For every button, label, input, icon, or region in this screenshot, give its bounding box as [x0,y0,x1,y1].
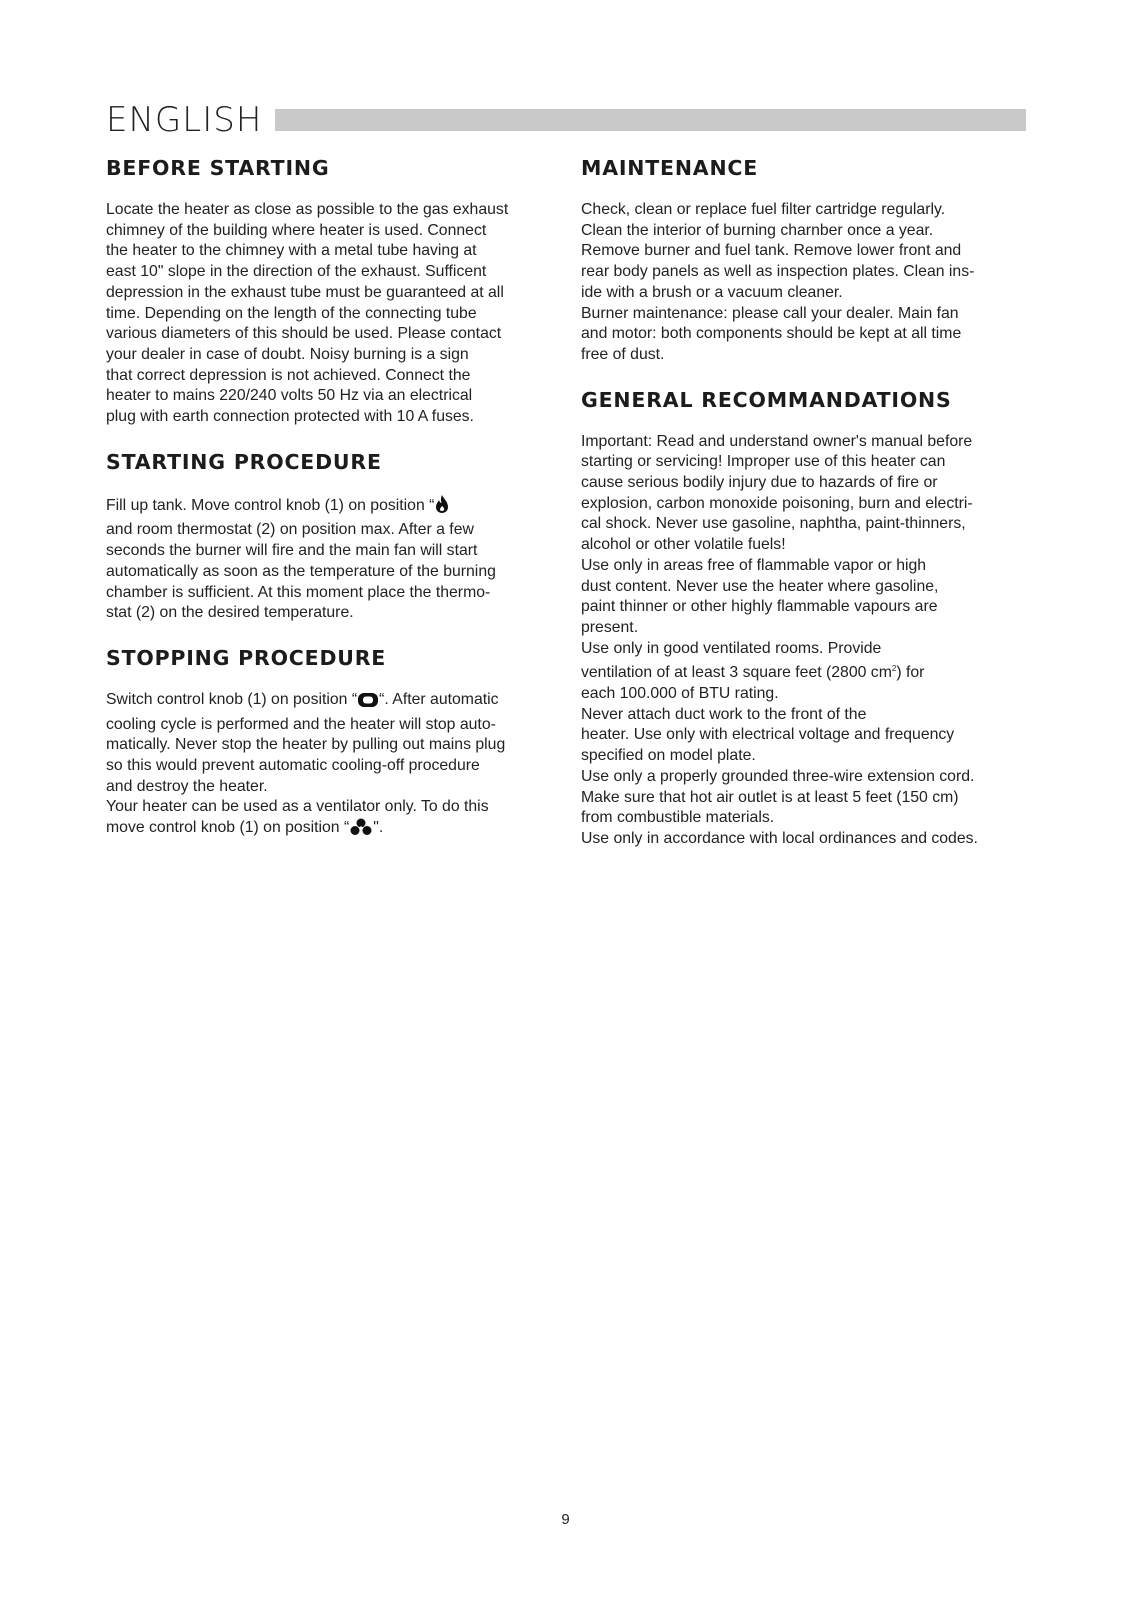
text-line: automatically as soon as the temperature of the burning [106,562,496,580]
fan-icon [349,818,373,843]
superscript: 2 [891,664,897,674]
text-line: your dealer in case of doubt. Noisy burning is a sign [106,345,469,363]
text-line: Never attach duct work to the front of the [581,705,867,723]
text-line: and motor: both components should be kept at all time [581,325,962,343]
text-fragment: ) for [896,664,925,682]
text-line: Important: Read and understand owner's manual before [581,432,973,450]
text-line: stat (2) on the desired temperature. [106,604,354,622]
text-line: time. Depending on the length of the connecting tube [106,304,477,322]
text-line: and destroy the heater. [106,777,268,795]
section-body [106,494,561,624]
text-line: so this would prevent automatic cooling-off procedure [106,757,480,775]
section-title: STARTING PROCEDURE [106,449,382,474]
text-line: cooling cycle is performed and the heater will stop auto- [106,715,496,733]
text-line: and room thermostat (2) on position max. After a few [106,521,474,539]
text-fragment: ". [373,819,384,837]
text-line: chimney of the building where heater is used. Connect [106,221,487,239]
header-bar [275,109,1026,131]
text-line: alcohol or other volatile fuels! [581,536,786,554]
section-body [106,200,561,428]
page-number: 9 [561,1511,570,1528]
text-fragment: Fill up tank. Move control knob (1) on position “ [106,496,435,514]
off-position-icon [357,692,379,715]
text-line: cal shock. Never use gasoline, naphtha, paint-thinners, [581,515,966,533]
text-fragment: Switch control knob (1) on position “ [106,690,358,708]
text-line: Use only in accordance with local ordinances and codes. [581,829,978,847]
text-line [581,659,1031,684]
text-line: Make sure that hot air outlet is at least 5 feet (150 cm) [581,788,959,806]
text-line: Burner maintenance: please call your dealer. Main fan [581,304,959,322]
text-line: Check, clean or replace fuel filter cartridge regularly. [581,201,946,218]
section-maintenance [581,150,1031,366]
text-line: from combustible materials. [581,809,775,827]
text-line: various diameters of this should be used. Please contact [106,325,502,343]
section-before-starting [106,150,561,428]
text-line: Locate the heater as close as possible to the gas exhaust [106,201,509,218]
right-column [581,150,1031,866]
language-title: ENGLISH [106,100,263,140]
section-body [106,690,561,843]
text-fragment: “. After automatic [379,690,499,708]
text-line [106,494,561,521]
section-title: GENERAL RECOMMANDATIONS [581,387,952,412]
section-body [581,432,1031,850]
text-fragment: move control knob (1) on position “ [106,819,350,837]
text-fragment: ventilation of at least 3 square feet (2800 cm [581,664,892,682]
text-line: ide with a brush or a vacuum cleaner. [581,283,843,301]
text-line: rear body panels as well as inspection plates. Clean ins- [581,263,975,281]
text-line: plug with earth connection protected with 10 A fuses. [106,408,474,426]
text-line: east 10" slope in the direction of the exhaust. Sufficent [106,263,487,281]
text-line: paint thinner or other highly flammable vapours are [581,598,938,616]
text-line: Clean the interior of burning charnber once a year. [581,221,934,239]
text-line: heater to mains 220/240 volts 50 Hz via an electrical [106,387,473,405]
section-stopping-procedure [106,640,561,843]
text-line: cause serious bodily injury due to hazards of fire or [581,474,938,492]
section-title: BEFORE STARTING [106,156,330,180]
text-line: explosion, carbon monoxide poisoning, burn and electri- [581,494,973,512]
left-column [106,150,561,859]
text-line: each 100.000 of BTU rating. [581,685,779,703]
text-line: matically. Never stop the heater by pulling out mains plug [106,736,506,754]
text-line: Use only a properly grounded three-wire extension cord. [581,767,975,785]
text-line: heater. Use only with electrical voltage and frequency [581,726,955,744]
text-line [106,818,561,843]
text-line: Use only in areas free of flammable vapor or high [581,556,927,574]
text-line [106,690,561,715]
text-line: that correct depression is not achieved. Connect the [106,366,471,384]
section-title: MAINTENANCE [581,156,759,180]
text-line: free of dust. [581,345,665,363]
text-line: seconds the burner will fire and the main fan will start [106,542,478,560]
text-line: dust content. Never use the heater where gasoline, [581,577,939,595]
text-line: starting or servicing! Improper use of this heater can [581,453,946,471]
text-line: specified on model plate. [581,747,756,765]
text-line: depression in the exhaust tube must be guaranteed at all [106,283,504,301]
section-general-recommandations [581,382,1031,850]
section-body [581,200,1031,366]
text-line: the heater to the chimney with a metal tube having at [106,242,477,260]
flame-icon [434,494,450,521]
text-line: Your heater can be used as a ventilator only. To do this [106,798,489,816]
text-line: present. [581,618,639,636]
section-title: STOPPING PROCEDURE [106,645,387,670]
text-line: Remove burner and fuel tank. Remove lower front and [581,242,962,260]
section-starting-procedure [106,444,561,624]
text-line: chamber is sufficient. At this moment place the thermo- [106,583,491,601]
text-line: Use only in good ventilated rooms. Provide [581,639,882,657]
